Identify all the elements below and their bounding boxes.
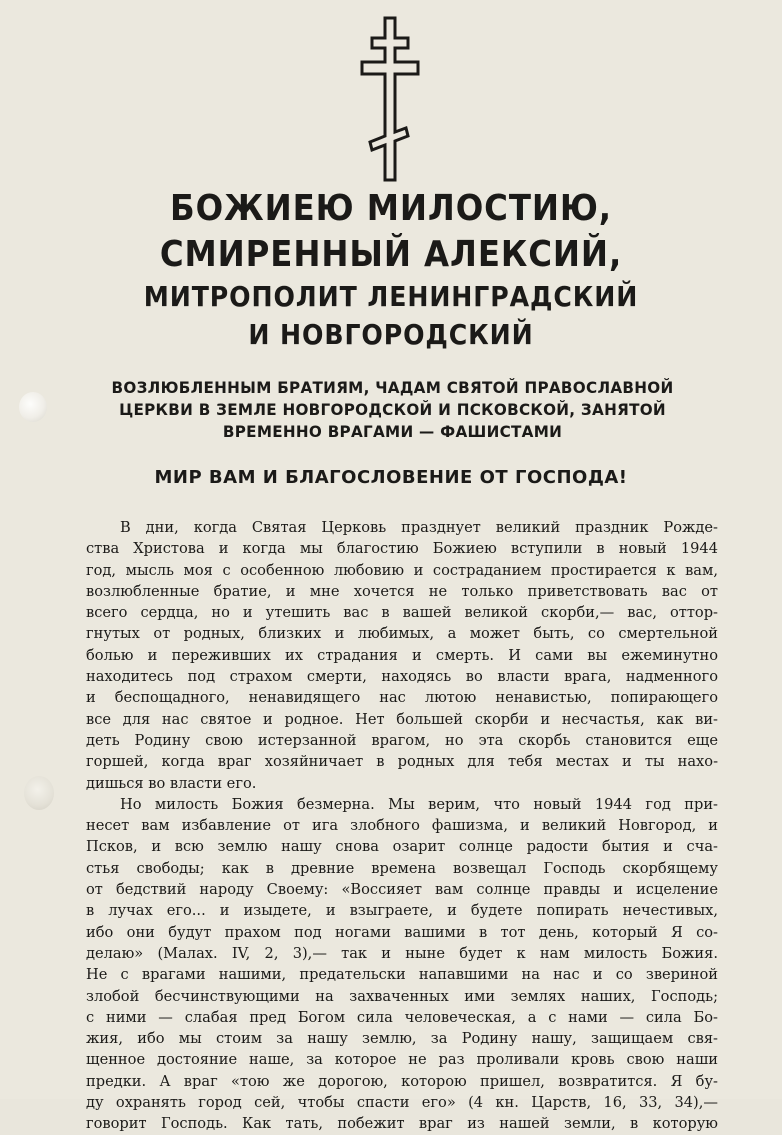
body-line: все для нас святое и родное. Нет большей скорби и несчастья, как ви-: [86, 710, 718, 728]
body-line: горшей, когда враг хозяйничает в родных для тебя местах и ты нахо-: [86, 753, 718, 771]
body-text: [86, 517, 718, 1135]
body-line: злобой бесчинствующими на захваченных ими землях наших, Господь;: [86, 987, 718, 1005]
title-line: БОЖИЕЮ МИЛОСТИЮ,: [169, 188, 613, 229]
body-line: стья свободы; как в древние времена возвещал Господь скорбящему: [86, 859, 718, 877]
body-line: Псков, и всю землю нашу снова озарит солнце радости бытия и сча-: [86, 838, 718, 856]
body-line: гнутых от родных, близких и любимых, а может быть, со смертельной: [86, 625, 718, 643]
body-line: в лучах его... и изыдете, и взыграете, и будете попирать нечестивых,: [86, 902, 718, 920]
body-line: Но милость Божия безмерна. Мы верим, что новый 1944 год при-: [120, 795, 718, 813]
title-line: МИТРОПОЛИТ ЛЕНИНГРАДСКИЙ: [143, 280, 639, 313]
punch-hole: [24, 776, 54, 810]
body-line: и беспощадного, ненавидящего нас лютою ненавистью, попирающего: [86, 689, 718, 707]
address-line: ВОЗЛЮБЛЕННЫМ БРАТИЯМ, ЧАДАМ СВЯТОЙ ПРАВОСЛАВНОЙ: [111, 378, 674, 397]
body-line: находитесь под страхом смерти, находясь во власти врага, надменного: [86, 668, 718, 686]
body-line: делаю» (Малах. IV, 2, 3),— так и ныне будет к нам милость Божия.: [86, 944, 718, 962]
body-line: всего сердца, но и утешить вас в вашей великой скорби,— вас, оттор-: [86, 604, 718, 622]
body-line: жия, ибо мы стоим за нашу землю, за Родину нашу, защищаем свя-: [86, 1030, 718, 1048]
body-line: деть Родину свою истерзанной врагом, но эта скорбь становится еще: [86, 731, 718, 749]
document-title: [0, 186, 782, 354]
title-line: И НОВГОРОДСКИЙ: [248, 318, 534, 351]
body-line: Не с врагами нашими, предательски напавшими на нас и со звериной: [86, 966, 718, 984]
greeting-heading: МИР ВАМ И БЛАГОСЛОВЕНИЕ ОТ ГОСПОДА!: [154, 467, 628, 488]
body-line: ства Христова и когда мы благостию Божиею вступили в новый 1944: [86, 540, 718, 558]
body-line: В дни, когда Святая Церковь празднует великий праздник Рожде-: [120, 519, 718, 536]
body-line: говорит Господь. Как тать, побежит враг из нашей земли, в которую: [86, 1115, 718, 1133]
address-line: ЦЕРКВИ В ЗЕМЛЕ НОВГОРОДСКОЙ И ПСКОВСКОЙ, ЗАНЯТОЙ: [119, 400, 666, 419]
body-line: дишься во власти его.: [86, 774, 257, 792]
body-line: предки. А враг «тою же дорогою, которою пришел, возвратится. Я бу-: [86, 1072, 718, 1090]
body-line: ибо они будут прахом под ногами вашими в тот день, который Я со-: [86, 923, 718, 941]
address-line: ВРЕМЕННО ВРАГАМИ — ФАШИСТАМИ: [222, 422, 563, 441]
punch-hole: [19, 392, 47, 422]
orthodox-cross-icon: [356, 14, 424, 184]
body-line: от бедствий народу Своему: «Воссияет вам солнце правды и исцеление: [86, 881, 718, 899]
body-line: год, мысль моя с особенною любовию и состраданием простирается к вам,: [86, 561, 718, 579]
body-line: возлюбленные братие, и мне хочется не только приветствовать вас от: [86, 582, 718, 600]
body-line: несет вам избавление от ига злобного фашизма, и великий Новгород, и: [86, 817, 718, 835]
body-line: с ними — слабая пред Богом сила человеческая, а с нами — сила Бо-: [86, 1008, 718, 1026]
body-line: ду охранять город сей, чтобы спасти его» (4 кн. Царств, 16, 33, 34),—: [86, 1094, 718, 1112]
body-line: щенное достояние наше, за которое не раз проливали кровь свою наши: [86, 1051, 718, 1069]
title-line: СМИРЕННЫЙ АЛЕКСИЙ,: [159, 234, 623, 275]
address-heading: [80, 377, 705, 443]
body-line: болью и переживших их страдания и смерть. И сами вы ежеминутно: [86, 646, 718, 664]
